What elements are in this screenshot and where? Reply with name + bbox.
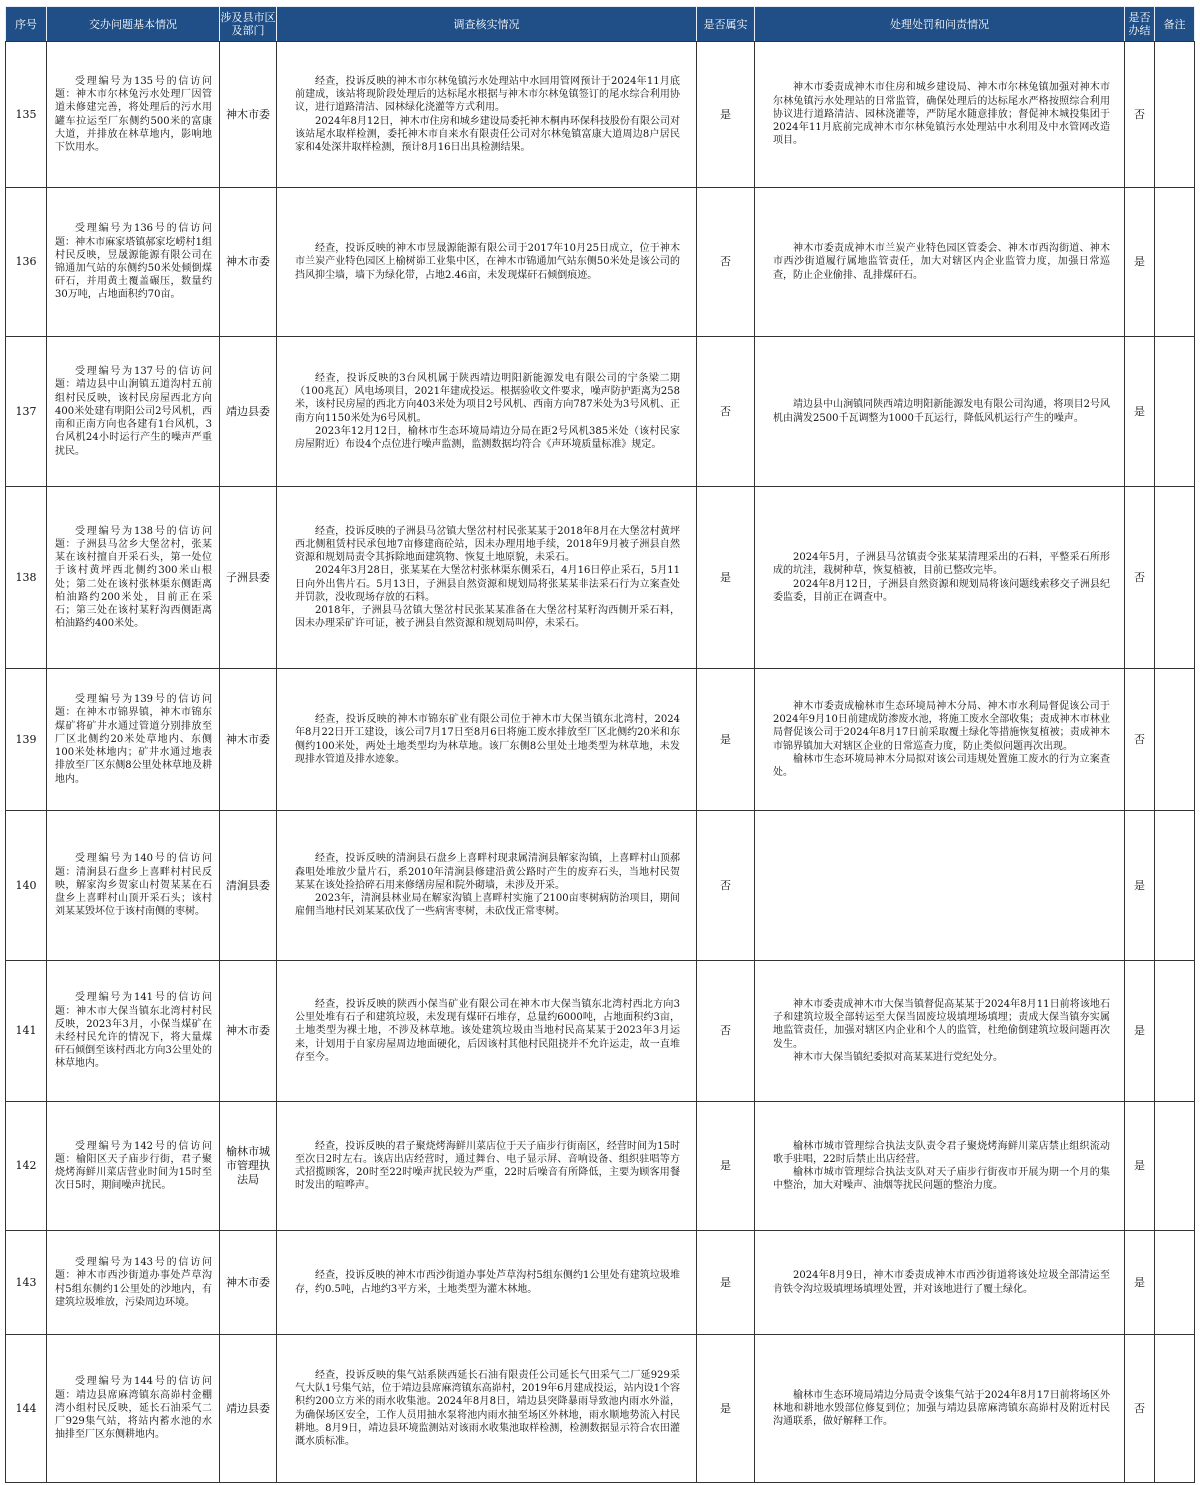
issue-text: 受理编号为142号的信访问题：榆阳区天子庙步行街，君子聚烧烤海鲜川菜店营业时间为15时至次日5时，期间噪声扰民。: [55, 1140, 212, 1192]
is-true-cell: 是: [697, 669, 755, 811]
issue-cell: [47, 961, 220, 1102]
action-cell-paragraph: 榆林市城市管理综合执法支队责令君子聚烧烤海鲜川菜店禁止组织流动歌手驻唱，22时后禁止出店经营。: [773, 1140, 1110, 1165]
note-cell: [1155, 487, 1195, 669]
action-cell: [755, 961, 1125, 1102]
investigation-cell-paragraph: 经查，投诉反映的集气站系陕西延长石油有限责任公司延长气田采气二厂延929采气大队1号集气站，位于靖边县席麻湾镇东高峁村，2019年6月建成投运，站内设1个容积约200立方米的雨水收集池。2024年8月8日，靖边县突降暴雨导致池内雨水外溢，为确保场区安全，工作人员用抽水泵将池内雨水抽至场区外林地，雨水顺地势流入村民耕地。8月9日，靖边县环境监测站对该雨水收集池取样检测，检测数据显示符合农田灌溉水质标准。: [295, 1369, 680, 1447]
note-cell: [1155, 188, 1195, 337]
done-cell: 是: [1125, 337, 1155, 487]
note-cell: [1155, 42, 1195, 188]
investigation-cell-paragraph: 经查，投诉反映的子洲县马岔镇大堡岔村村民张某某于2018年8月在大堡岔村黄坪西北侧租赁村民承包地7亩修建商砼站，因未办理用地手续，2018年9月被子洲县自然资源和规划局责令其拆除地面建筑物、恢复土地原貌，未采石。: [295, 525, 680, 564]
investigation-cell-paragraph: 经查，投诉反映的陕西小保当矿业有限公司在神木市大保当镇东北湾村西北方向3公里处堆有石子和建筑垃圾，未发现有煤矸石堆存，总量约6000吨，占地面积约3亩，土地类型为裸土地，不涉及林草地。该处建筑垃圾由当地村民高某某于2023年3月运来，计划用于自家房屋周边地面硬化，后因该村其他村民阻挠并不允许运走，故一直堆存至今。: [295, 998, 680, 1063]
table-body: [6, 42, 1195, 1483]
done-cell: 是: [1125, 1231, 1155, 1335]
dept-cell: 神木市委: [220, 42, 277, 188]
table-row: [6, 42, 1195, 188]
note-cell: [1155, 1231, 1195, 1335]
investigation-cell: [277, 1102, 697, 1231]
action-cell: [755, 337, 1125, 487]
issue-text: 受理编号为136号的信访问题：神木市麻家塔镇郝家圪崂村1组村民反映，昱晟源能源有限公司在锦通加气站的东侧约50米处倾倒煤矸石，并用黄土覆盖碾压，数量约30万吨，占地面积约70亩。: [55, 223, 212, 301]
is-true-cell: 否: [697, 811, 755, 961]
issue-cell: [47, 188, 220, 337]
dept-cell: 靖边县委: [220, 1335, 277, 1483]
table-row: [6, 337, 1195, 487]
note-cell: [1155, 1102, 1195, 1231]
header-action: 处理处罚和问责情况: [755, 7, 1125, 42]
dept-cell: 清涧县委: [220, 811, 277, 961]
header-note: 备注: [1155, 7, 1195, 42]
investigation-cell-paragraph: 经查，投诉反映的3台风机属于陕西靖边明阳新能源发电有限公司的宁条梁二期（100兆瓦）风电场项目，2021年建成投运。根据验收文件要求，噪声防护距离为258米，该村民房屋的西北方向403米处为项目2号风机、西南方向787米处为3号风机、正南方向1150米处为6号风机。: [295, 372, 680, 424]
action-cell: [755, 1231, 1125, 1335]
issue-cell: [47, 1102, 220, 1231]
dept-cell: 子洲县委: [220, 487, 277, 669]
action-cell-paragraph: 神木市大保当镇纪委拟对高某某进行党纪处分。: [793, 1051, 1003, 1063]
note-cell: [1155, 811, 1195, 961]
done-cell: 否: [1125, 487, 1155, 669]
note-cell: [1155, 337, 1195, 487]
row-number: 141: [6, 961, 47, 1102]
done-cell: 否: [1125, 1335, 1155, 1483]
table-row: [6, 188, 1195, 337]
investigation-cell: [277, 811, 697, 961]
is-true-cell: 是: [697, 1231, 755, 1335]
is-true-cell: 是: [697, 1102, 755, 1231]
dept-cell: 榆林市城市管理执法局: [220, 1102, 277, 1231]
note-cell: [1155, 669, 1195, 811]
row-number: 143: [6, 1231, 47, 1335]
dept-cell: 神木市委: [220, 961, 277, 1102]
row-number: 138: [6, 487, 47, 669]
action-cell-paragraph: 神木市委责成神木市住房和城乡建设局、神木市尔林兔镇加强对神木市尔林兔镇污水处理站的日常监管，确保处理后的达标尾水严格按照综合利用协议进行道路清洁、园林浇灌等，严防尾水随意排放；督促神木城投集团于2024年11月底前完成神木市尔林兔镇污水处理站中水利用及中水管网改造项目。: [773, 82, 1110, 147]
investigation-cell-paragraph: 2023年12月12日，榆林市生态环境局靖边分局在距2号风机385米处（该村民家房屋附近）布设4个点位进行噪声监测，监测数据均符合《声环境质量标准》规定。: [295, 425, 680, 450]
investigation-cell: [277, 961, 697, 1102]
petition-table: [5, 6, 1195, 1483]
investigation-cell-paragraph: 经查，投诉反映的清涧县石盘乡上喜畔村现隶属清涧县解家沟镇，上喜畔村山顶郝森咀处堆放少量片石，系2010年清涧县修建沿黄公路时产生的废弃石头，当地村民贺某某在该处捡拾碎石用来修缮房屋和院外砌墙，未涉及开采。: [295, 853, 680, 891]
action-cell-paragraph: 2024年5月，子洲县马岔镇责令张某某清理采出的石料，平整采石所形成的坑洼，栽树种草，恢复植被，目前已整改完毕。: [773, 552, 1110, 577]
investigation-cell-paragraph: 2023年，清涧县林业局在解家沟镇上喜畔村实施了2100亩枣树病防治项目，期间雇佣当地村民刘某某砍伐了一些病害枣树，未砍伐正常枣树。: [295, 893, 680, 918]
action-cell: [755, 42, 1125, 188]
issue-cell: [47, 487, 220, 669]
issue-cell: [47, 42, 220, 188]
row-number: 142: [6, 1102, 47, 1231]
issue-cell: [47, 1231, 220, 1335]
action-cell-paragraph: 榆林市生态环境局神木分局拟对该公司违规处置施工废水的行为立案查处。: [773, 753, 1110, 778]
action-cell: [755, 669, 1125, 811]
issue-cell: [47, 811, 220, 961]
issue-text: 受理编号为135号的信访问题：神木市尔林兔污水处理厂因管道未修建完善，将处理后的污水用罐车拉运至厂东侧约500米的富康大道，并排放在林草地内，影响地下饮用水。: [55, 75, 212, 153]
done-cell: 是: [1125, 1102, 1155, 1231]
dept-cell: 神木市委: [220, 1231, 277, 1335]
action-cell: [755, 1335, 1125, 1483]
investigation-cell: [277, 188, 697, 337]
action-cell: [755, 487, 1125, 669]
note-cell: [1155, 961, 1195, 1102]
action-cell: [755, 1102, 1125, 1231]
header-issue: 交办问题基本情况: [47, 7, 220, 42]
action-cell-paragraph: 2024年8月12日，子洲县自然资源和规划局将该问题线索移交子洲县纪委监委，目前正在调查中。: [773, 578, 1110, 603]
investigation-cell: [277, 1335, 697, 1483]
action-cell-paragraph: 神木市委责成神木市大保当镇督促高某某于2024年8月11日前将该地石子和建筑垃圾全部转运至大保当固废垃圾填埋场填埋；责成大保当镇夯实属地监管责任，加强对辖区内企业和个人的监管，杜绝偷倒建筑垃圾问题再次发生。: [773, 998, 1110, 1050]
issue-cell: [47, 337, 220, 487]
header-dept: 涉及县市区及部门: [220, 7, 277, 42]
row-number: 144: [6, 1335, 47, 1483]
investigation-cell-paragraph: 2024年3月28日，张某某在大堡岔村张林渠东侧采石，4月16日停止采石，5月11日向外出售片石。5月13日，子洲县自然资源和规划局将张某某非法采石行为立案查处并罚款，没收现场存放的石料。: [295, 565, 680, 603]
action-cell: [755, 811, 1125, 961]
issue-cell: [47, 1335, 220, 1483]
issue-text: 受理编号为141号的信访问题：神木市大保当镇东北湾村村民反映，2023年3月，小保当煤矿在未经村民允许的情况下，将大量煤矸石倾倒至该村西北方向3公里处的林草地内。: [55, 992, 212, 1070]
table-row: [6, 961, 1195, 1102]
investigation-cell-paragraph: 2018年，子洲县马岔镇大堡岔村民张某某准备在大堡岔村某籽沟西侧开采石料，因未办理采矿许可证，被子洲县自然资源和规划局叫停，未采石。: [295, 604, 680, 630]
investigation-cell: [277, 42, 697, 188]
issue-text: 受理编号为139号的信访问题：在神木市锦界镇，神木市锦东煤矿将矿井水通过管道分别排放至厂区北侧约20米处草地内、东侧100米处林地内；矿井水通过地表排放至厂区东侧8公里处林草地及耕地内。: [55, 694, 212, 785]
row-number: 136: [6, 188, 47, 337]
action-cell-paragraph: 靖边县中山涧镇同陕西靖边明阳新能源发电有限公司沟通，将项目2号风机由满发2500千瓦调整为1000千瓦运行，降低风机运行产生的噪声。: [773, 399, 1110, 424]
done-cell: 是: [1125, 961, 1155, 1102]
report-page: [5, 6, 1194, 1482]
done-cell: 否: [1125, 669, 1155, 811]
done-cell: 是: [1125, 811, 1155, 961]
investigation-cell-paragraph: 经查，投诉反映的君子聚烧烤海鲜川菜店位于天子庙步行街南区，经营时间为15时至次日2时左右。该店出店经营时，通过舞台、电子显示屏、音响设备、组织驻唱等方式招揽顾客，20时至22时噪声扰民较为严重，22时后噪音有所降低，主要为顾客用餐时发出的喧哗声。: [295, 1140, 680, 1192]
investigation-cell-paragraph: 经查，投诉反映的神木市锦东矿业有限公司位于神木市大保当镇东北湾村，2024年8月22日开工建设，该公司7月17日至8月6日将施工废水排放至厂区北侧约20米和东侧约100米处，两处土地类型均为林草地。该厂东侧8公里处土地类型为林草地，未发现排水管道及排水迹象。: [295, 714, 680, 765]
header-row: [6, 7, 1195, 42]
table-row: [6, 487, 1195, 669]
investigation-cell-paragraph: 2024年8月12日，神木市住房和城乡建设局委托神木桐冉环保科技股份有限公司对该站尾水取样检测，委托神木市自来水有限责任公司对尔林兔镇富康大道周边8户居民家和4处深井取样检测，预计8月16日出具检测结果。: [295, 115, 680, 153]
issue-text: 受理编号为140号的信访问题：清涧县石盘乡上喜畔村村民反映，解家沟乡贺家山村贺某某在石盘乡上喜畔村山顶开采石头；该村刘某某毁坏位于该村南侧的枣树。: [55, 853, 212, 918]
is-true-cell: 否: [697, 188, 755, 337]
investigation-cell: [277, 487, 697, 669]
issue-text: 受理编号为138号的信访问题：子洲县马岔乡大堡岔村，张某某在该村擅自开采石头，第一处位于该村黄坪西北侧约300米山根处；第二处在该村张林渠东侧距离柏油路约200米处，目前正在采石；第三处在该村某籽沟西侧距离柏油路约400米处。: [55, 525, 212, 630]
is-true-cell: 是: [697, 487, 755, 669]
action-cell-paragraph: 榆林市城市管理综合执法支队对天子庙步行街夜市开展为期一个月的集中整治，加大对噪声、油烟等扰民问题的整治力度。: [773, 1167, 1110, 1192]
is-true-cell: 否: [697, 961, 755, 1102]
issue-text: 受理编号为144号的信访问题：靖边县席麻湾镇东高峁村金棚湾小组村民反映，延长石油采气二厂929集气站，将站内蓄水池的水抽排至厂区东侧耕地内。: [55, 1376, 212, 1441]
is-true-cell: 是: [697, 42, 755, 188]
header-done: 是否办结: [1125, 7, 1155, 42]
action-cell-paragraph: 神木市委责成神木市兰炭产业特色园区管委会、神木市西沟街道、神木市西沙街道履行属地监管责任，加大对辖区内企业监管力度，加强日常巡查，防止企业偷排、乱排煤矸石。: [773, 243, 1110, 281]
action-cell: [755, 188, 1125, 337]
investigation-cell-paragraph: 经查，投诉反映的神木市西沙街道办事处芦草沟村5组东侧约1公里处有建筑垃圾堆存，约0.5吨，占地约3平方米，土地类型为灌木林地。: [295, 1270, 680, 1295]
investigation-cell: [277, 1231, 697, 1335]
investigation-cell-paragraph: 经查，投诉反映的神木市昱晟源能源有限公司于2017年10月25日成立，位于神木市兰炭产业特色园区上榆树峁工业集中区，在神木市锦通加气站东侧50米处是该公司的挡风抑尘墙，墙下为绿化带，占地2.46亩，未发现煤矸石倾倒痕迹。: [295, 243, 680, 281]
dept-cell: 靖边县委: [220, 337, 277, 487]
note-cell: [1155, 1335, 1195, 1483]
is-true-cell: 否: [697, 337, 755, 487]
issue-cell: [47, 669, 220, 811]
table-row: [6, 811, 1195, 961]
action-cell-paragraph: 神木市委责成榆林市生态环境局神木分局、神木市水利局督促该公司于2024年9月10日前建成防渗废水池，将施工废水全部收集；责成神木市林业局督促该公司于2024年8月17日前采取覆土绿化等措施恢复植被；责成神木市锦界镇加大对辖区企业的日常巡查力度，防止类似问题再次出现。: [773, 700, 1110, 752]
table-row: [6, 1335, 1195, 1483]
row-number: 137: [6, 337, 47, 487]
issue-text: 受理编号为143号的信访问题：神木市西沙街道办事处芦草沟村5组东侧约1公里处的沙地内，有建筑垃圾堆放，污染周边环境。: [55, 1257, 212, 1308]
dept-cell: 神木市委: [220, 188, 277, 337]
action-cell-paragraph: 2024年8月9日，神木市委责成神木市西沙街道将该处垃圾全部清运至肯铁令沟垃圾填埋场填埋处置，并对该地进行了覆土绿化。: [773, 1270, 1110, 1295]
table-row: [6, 1102, 1195, 1231]
investigation-cell: [277, 669, 697, 811]
row-number: 140: [6, 811, 47, 961]
done-cell: 否: [1125, 42, 1155, 188]
investigation-cell: [277, 337, 697, 487]
investigation-cell-paragraph: 经查，投诉反映的神木市尔林兔镇污水处理站中水回用管网预计于2024年11月底前建成，该站将现阶段处理后的达标尾水根据与神木市尔林兔镇签订的尾水综合利用协议，进行道路清洁、园林绿化浇灌等方式利用。: [295, 75, 680, 114]
row-number: 139: [6, 669, 47, 811]
done-cell: 是: [1125, 188, 1155, 337]
row-number: 135: [6, 42, 47, 188]
is-true-cell: 是: [697, 1335, 755, 1483]
header-is-true: 是否属实: [697, 7, 755, 42]
table-row: [6, 1231, 1195, 1335]
header-num: 序号: [6, 7, 47, 42]
issue-text: 受理编号为137号的信访问题：靖边县中山涧镇五道沟村五前组村民反映，该村民房屋西北方向400米处建有明阳公司2号风机，西南和正南方向也各建有1台风机，3台风机24小时运行产生的噪声严重扰民。: [55, 366, 212, 457]
header-investigation: 调查核实情况: [277, 7, 697, 42]
dept-cell: 神木市委: [220, 669, 277, 811]
action-cell-paragraph: 榆林市生态环境局靖边分局责令该集气站于2024年8月17日前将场区外林地和耕地水毁部位修复到位；加强与靖边县席麻湾镇东高峁村及附近村民沟通联系，做好解释工作。: [773, 1389, 1110, 1428]
table-row: [6, 669, 1195, 811]
